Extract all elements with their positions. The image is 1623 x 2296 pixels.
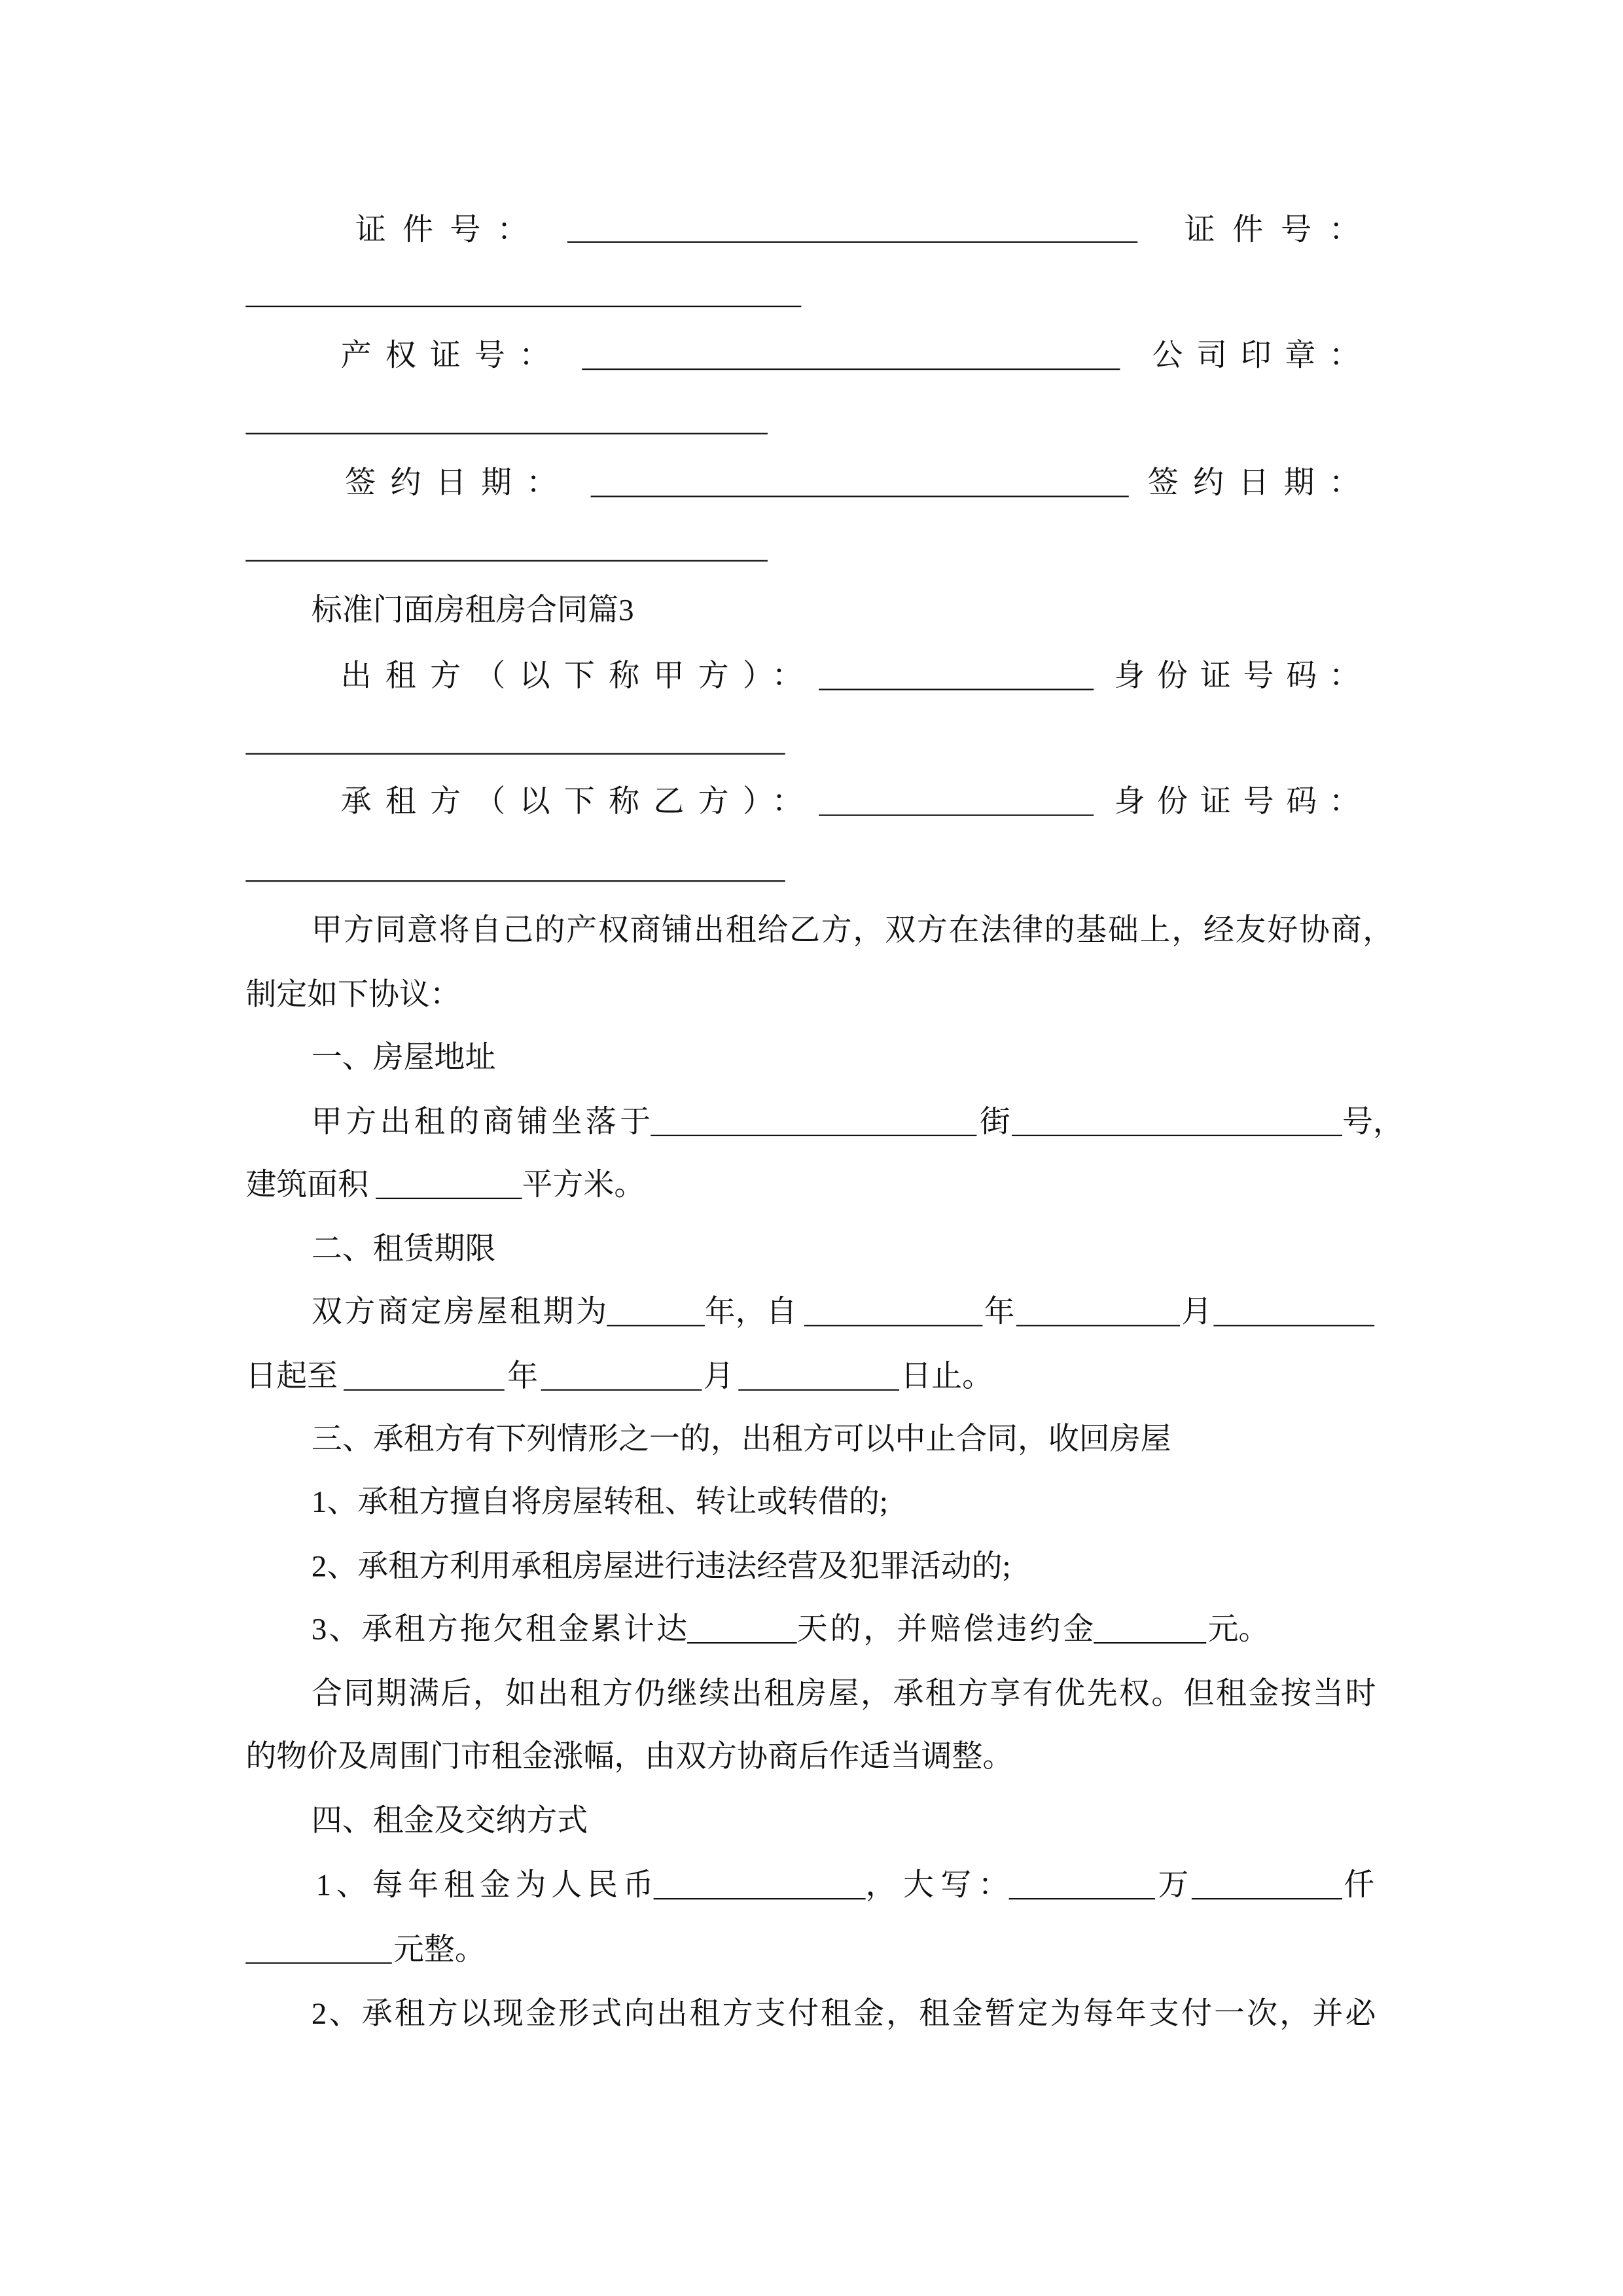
clause1-heading: 一、房屋地址 — [311, 1039, 496, 1075]
sign-date-blank-b[interactable] — [245, 560, 768, 562]
lessee-id-blank[interactable] — [245, 880, 785, 882]
id-number-blank-a[interactable] — [567, 242, 1137, 243]
lessor-id-label: 身份证号码： — [1114, 658, 1360, 694]
qian-blank[interactable] — [1192, 1898, 1342, 1899]
intro-line-2: 制定如下协议： — [245, 977, 461, 1013]
clause1-text: 甲方出租的商铺坐落于 — [311, 1103, 651, 1139]
clause1-street-text: 街 — [979, 1103, 1010, 1139]
clause2-month-text: 月 — [1181, 1294, 1213, 1329]
company-seal-label: 公司印章： — [1152, 338, 1360, 373]
clause2-end-day-text: 日止。 — [901, 1358, 993, 1394]
area-blank[interactable] — [376, 1198, 522, 1199]
wan-blank[interactable] — [1009, 1898, 1155, 1899]
clause2-heading: 二、租赁期限 — [311, 1231, 496, 1266]
number-blank[interactable] — [1012, 1135, 1342, 1136]
clause4-wan-text: 万 — [1158, 1867, 1189, 1903]
clause2-from-text: 年，自 — [704, 1294, 797, 1329]
clause4-qian-text: 仟 — [1344, 1867, 1375, 1903]
property-cert-blank[interactable] — [582, 368, 1120, 370]
end-day-blank[interactable] — [738, 1389, 899, 1390]
clause2-end-year-text: 年 — [507, 1358, 539, 1394]
lessor-id-blank[interactable] — [245, 753, 785, 755]
clause2-end-month-text: 月 — [703, 1358, 734, 1394]
clause4-item-1: 1、每年租金为人民币 — [315, 1867, 654, 1903]
clause3-heading: 三、承租方有下列情形之一的，出租方可以中止合同，收回房屋 — [311, 1421, 1171, 1457]
clause2-text: 双方商定房屋租期为 — [311, 1294, 607, 1329]
penalty-amount-blank[interactable] — [1094, 1642, 1206, 1643]
clause2-year-text: 年 — [984, 1294, 1015, 1329]
clause4-item-2: 2、承租方以现金形式向出租方支付租金，租金暂定为每年支付一次，并必 — [311, 1996, 1376, 2032]
id-number-blank-b[interactable] — [245, 306, 801, 307]
sign-date-label-a: 签约日期： — [345, 465, 558, 501]
clause3-item-2: 2、承租方利用承租房屋进行违法经营及犯罪活动的; — [311, 1549, 1011, 1584]
renewal-line-1: 合同期满后，如出租方仍继续出租房屋，承租方享有优先权。但租金按当时 — [311, 1676, 1376, 1712]
clause1-unit-text: 平方米。 — [522, 1166, 645, 1202]
start-day-blank[interactable] — [1213, 1325, 1374, 1326]
id-number-label-a: 证件号： — [355, 211, 528, 247]
clause4-capital-text: ，大写： — [865, 1867, 1009, 1903]
clause4-yuan-text: 元整。 — [393, 1931, 486, 1967]
lessee-id-label: 身份证号码： — [1114, 783, 1360, 819]
sign-date-label-b: 签约日期： — [1147, 465, 1360, 501]
id-number-label-b: 证件号： — [1184, 211, 1360, 247]
start-year-blank[interactable] — [804, 1325, 983, 1326]
intro-line-1: 甲方同意将自己的产权商铺出租给乙方，双方在法律的基础上，经友好协商， — [311, 912, 1394, 948]
section-title: 标准门面房租房合同篇3 — [311, 592, 634, 628]
overdue-days-blank[interactable] — [687, 1642, 797, 1643]
clause1-number-text: 号， — [1342, 1103, 1404, 1139]
clause3-yuan-text: 元。 — [1207, 1611, 1270, 1647]
yuan-blank[interactable] — [245, 1962, 391, 1964]
start-month-blank[interactable] — [1016, 1325, 1180, 1326]
clause3-item-3: 3、承租方拖欠租金累计达 — [311, 1611, 688, 1647]
annual-rent-blank[interactable] — [654, 1898, 866, 1899]
clause3-item-1: 1、承租方擅自将房屋转租、转让或转借的; — [311, 1484, 888, 1520]
term-years-blank[interactable] — [607, 1325, 705, 1326]
end-year-blank[interactable] — [344, 1389, 505, 1390]
clause2-until-text: 日起至 — [245, 1358, 338, 1394]
clause4-heading: 四、租金及交纳方式 — [311, 1803, 588, 1839]
company-seal-blank[interactable] — [245, 433, 768, 434]
lessor-blank[interactable] — [819, 689, 1094, 690]
end-month-blank[interactable] — [541, 1389, 702, 1390]
property-cert-label: 产权证号： — [340, 338, 550, 373]
lessor-label: 出租方（以下称甲方）： — [340, 658, 803, 694]
sign-date-blank-a[interactable] — [591, 495, 1129, 497]
clause3-penalty-text: 天的，并赔偿违约金 — [796, 1611, 1094, 1647]
clause1-area-text: 建筑面积 — [245, 1166, 369, 1202]
street-blank[interactable] — [651, 1135, 976, 1136]
lessee-blank[interactable] — [819, 814, 1094, 816]
lessee-label: 承租方（以下称乙方）： — [340, 783, 803, 819]
renewal-line-2: 的物价及周围门市租金涨幅，由双方协商后作适当调整。 — [245, 1738, 1014, 1774]
